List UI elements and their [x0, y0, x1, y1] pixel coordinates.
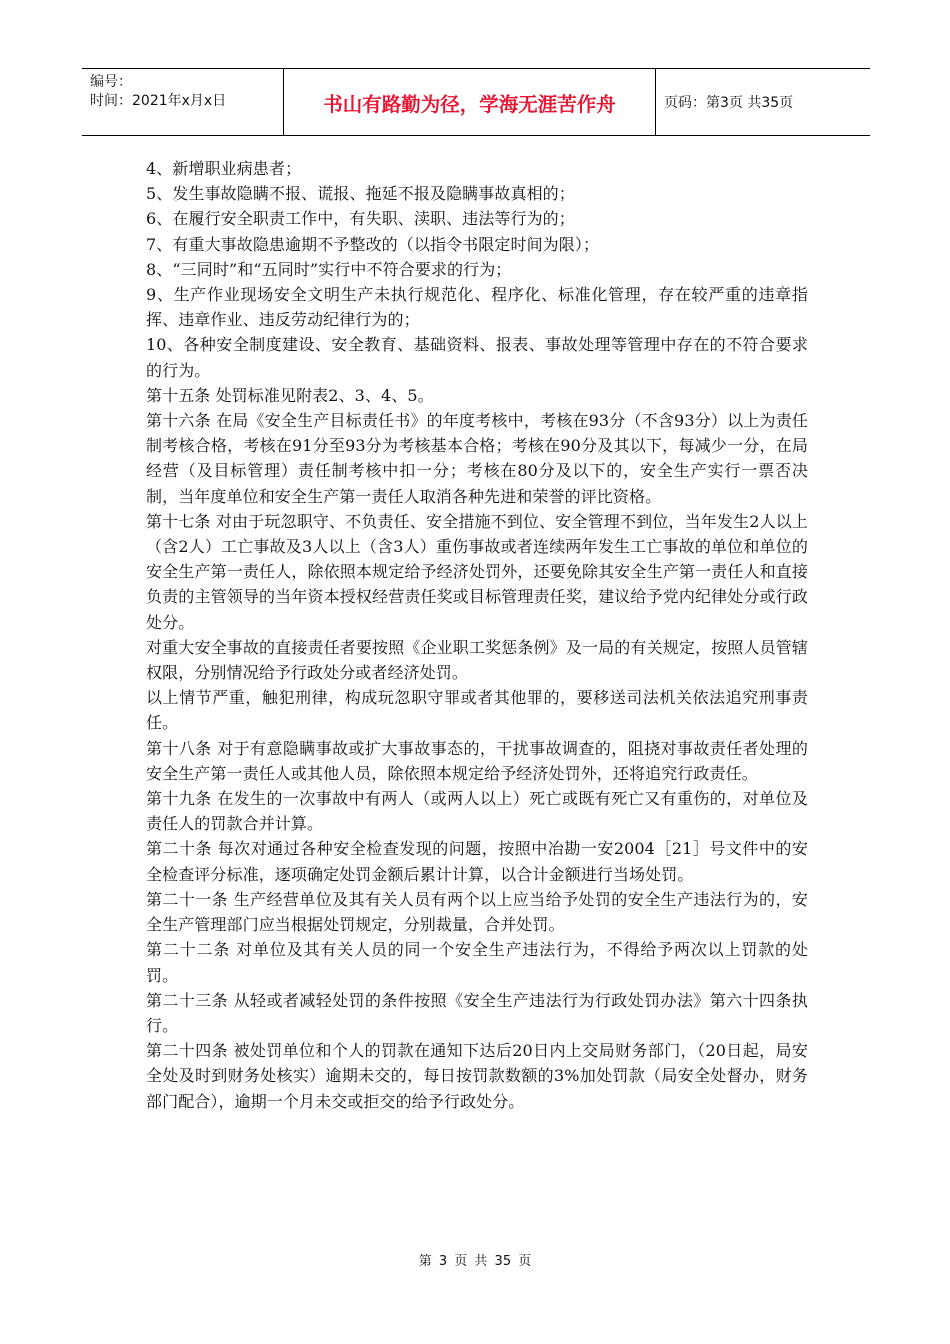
header-motto: 书山有路勤为径，学海无涯苦作舟: [284, 69, 656, 135]
article-21: 第二十一条 生产经营单位及其有关人员有两个以上应当给予处罚的安全生产违法行为的，安全生产管理部门应当根据处罚规定，分别裁量，合并处罚。: [146, 889, 808, 935]
article-18: 第十八条 对于有意隐瞒事故或扩大事故事态的，干扰事故调查的，阻挠对事故责任者处理的安全生产第一责任人或其他人员，除依照本规定给予经济处罚外，还将追究行政责任。: [146, 738, 808, 783]
page-footer: 第 3 页 共 35 页: [418, 1254, 532, 1269]
article-22: 第二十二条 对单位及其有关人员的同一个安全生产违法行为，不得给予两次以上罚款的处罚。: [146, 940, 808, 985]
list-item: 10、各种安全制度建设、安全教育、基础资料、报表、事故处理等管理中存在的不符合要求的行为。: [146, 335, 808, 380]
list-item: 5、发生事故隐瞒不报、谎报、拖延不报及隐瞒事故真相的；: [146, 184, 575, 204]
article-17-clause-3: 以上情节严重，触犯刑律，构成玩忽职守罪或者其他罪的，要移送司法机关依法追究刑事责任。: [146, 688, 808, 733]
document-number-label: 编号：: [90, 74, 132, 90]
article-15: 第十五条 处罚标准见附表2、3、4、5。: [146, 385, 434, 405]
document-body: [146, 156, 808, 1114]
list-item: 8、“三同时”和“五同时”实行中不符合要求的行为；: [146, 259, 512, 279]
article-16: 第十六条 在局《安全生产目标责任书》的年度考核中，考核在93分（不含93分）以上为责任制考核合格，考核在91分至93分为考核基本合格；考核在90分及其以下，每减少一分，在局经营（及目标管理）责任制考核中扣一分；考核在80分及以下的，安全生产实行一票否决制，当年度单位和安全生产第一责任人取消各种先进和荣誉的评比资格。: [146, 411, 808, 506]
list-item: 9、生产作业现场安全文明生产未执行规范化、程序化、标准化管理，存在较严重的违章指挥、违章作业、违反劳动纪律行为的；: [146, 285, 808, 330]
header-page-info: 页码：第3页 共35页: [664, 95, 794, 111]
list-item: 6、在履行安全职责工作中，有失职、渎职、违法等行为的；: [146, 209, 575, 229]
article-19: 第十九条 在发生的一次事故中有两人（或两人以上）死亡或既有死亡又有重伤的，对单位及责任人的罚款合并计算。: [146, 789, 808, 834]
document-date: 时间：2021年x月x日: [90, 93, 227, 109]
list-item: 4、新增职业病患者；: [146, 159, 302, 178]
list-item: 7、有重大事故隐患逾期不予整改的（以指令书限定时间为限）；: [146, 234, 600, 254]
article-23: 第二十三条 从轻或者减轻处罚的条件按照《安全生产违法行为行政处罚办法》第六十四条执行。: [146, 990, 808, 1035]
header-meta: [82, 69, 284, 135]
article-17-clause-2: 对重大安全事故的直接责任者要按照《企业职工奖惩条例》及一局的有关规定，按照人员管辖权限，分别情况给予行政处分或者经济处罚。: [146, 637, 808, 683]
article-24: 第二十四条 被处罚单位和个人的罚款在通知下达后20日内上交局财务部门，（20日起，局安全处及时到财务处核实）逾期未交的，每日按罚款数额的3%加处罚款（局安全处督办，财务部门配合），逾期一个月未交或拒交的给予行政处分。: [146, 1041, 808, 1111]
article-17: 第十七条 对由于玩忽职守、不负责任、安全措施不到位、安全管理不到位，当年发生2人以上（含2人）工亡事故及3人以上（含3人）重伤事故或者连续两年发生工亡事故的单位和单位的安全生产第一责任人，除依照本规定给予经济处罚外，还要免除其安全生产第一责任人和直接负责的主管领导的当年资本授权经营责任奖或目标管理责任奖，建议给予党内纪律处分或行政处分。: [146, 511, 808, 632]
page-header: [82, 68, 870, 136]
article-20: 第二十条 每次对通过各种安全检查发现的问题，按照中冶勘一安2004［21］号文件中的安全检查评分标准，逐项确定处罚金额后累计计算，以合计金额进行当场处罚。: [146, 839, 808, 884]
